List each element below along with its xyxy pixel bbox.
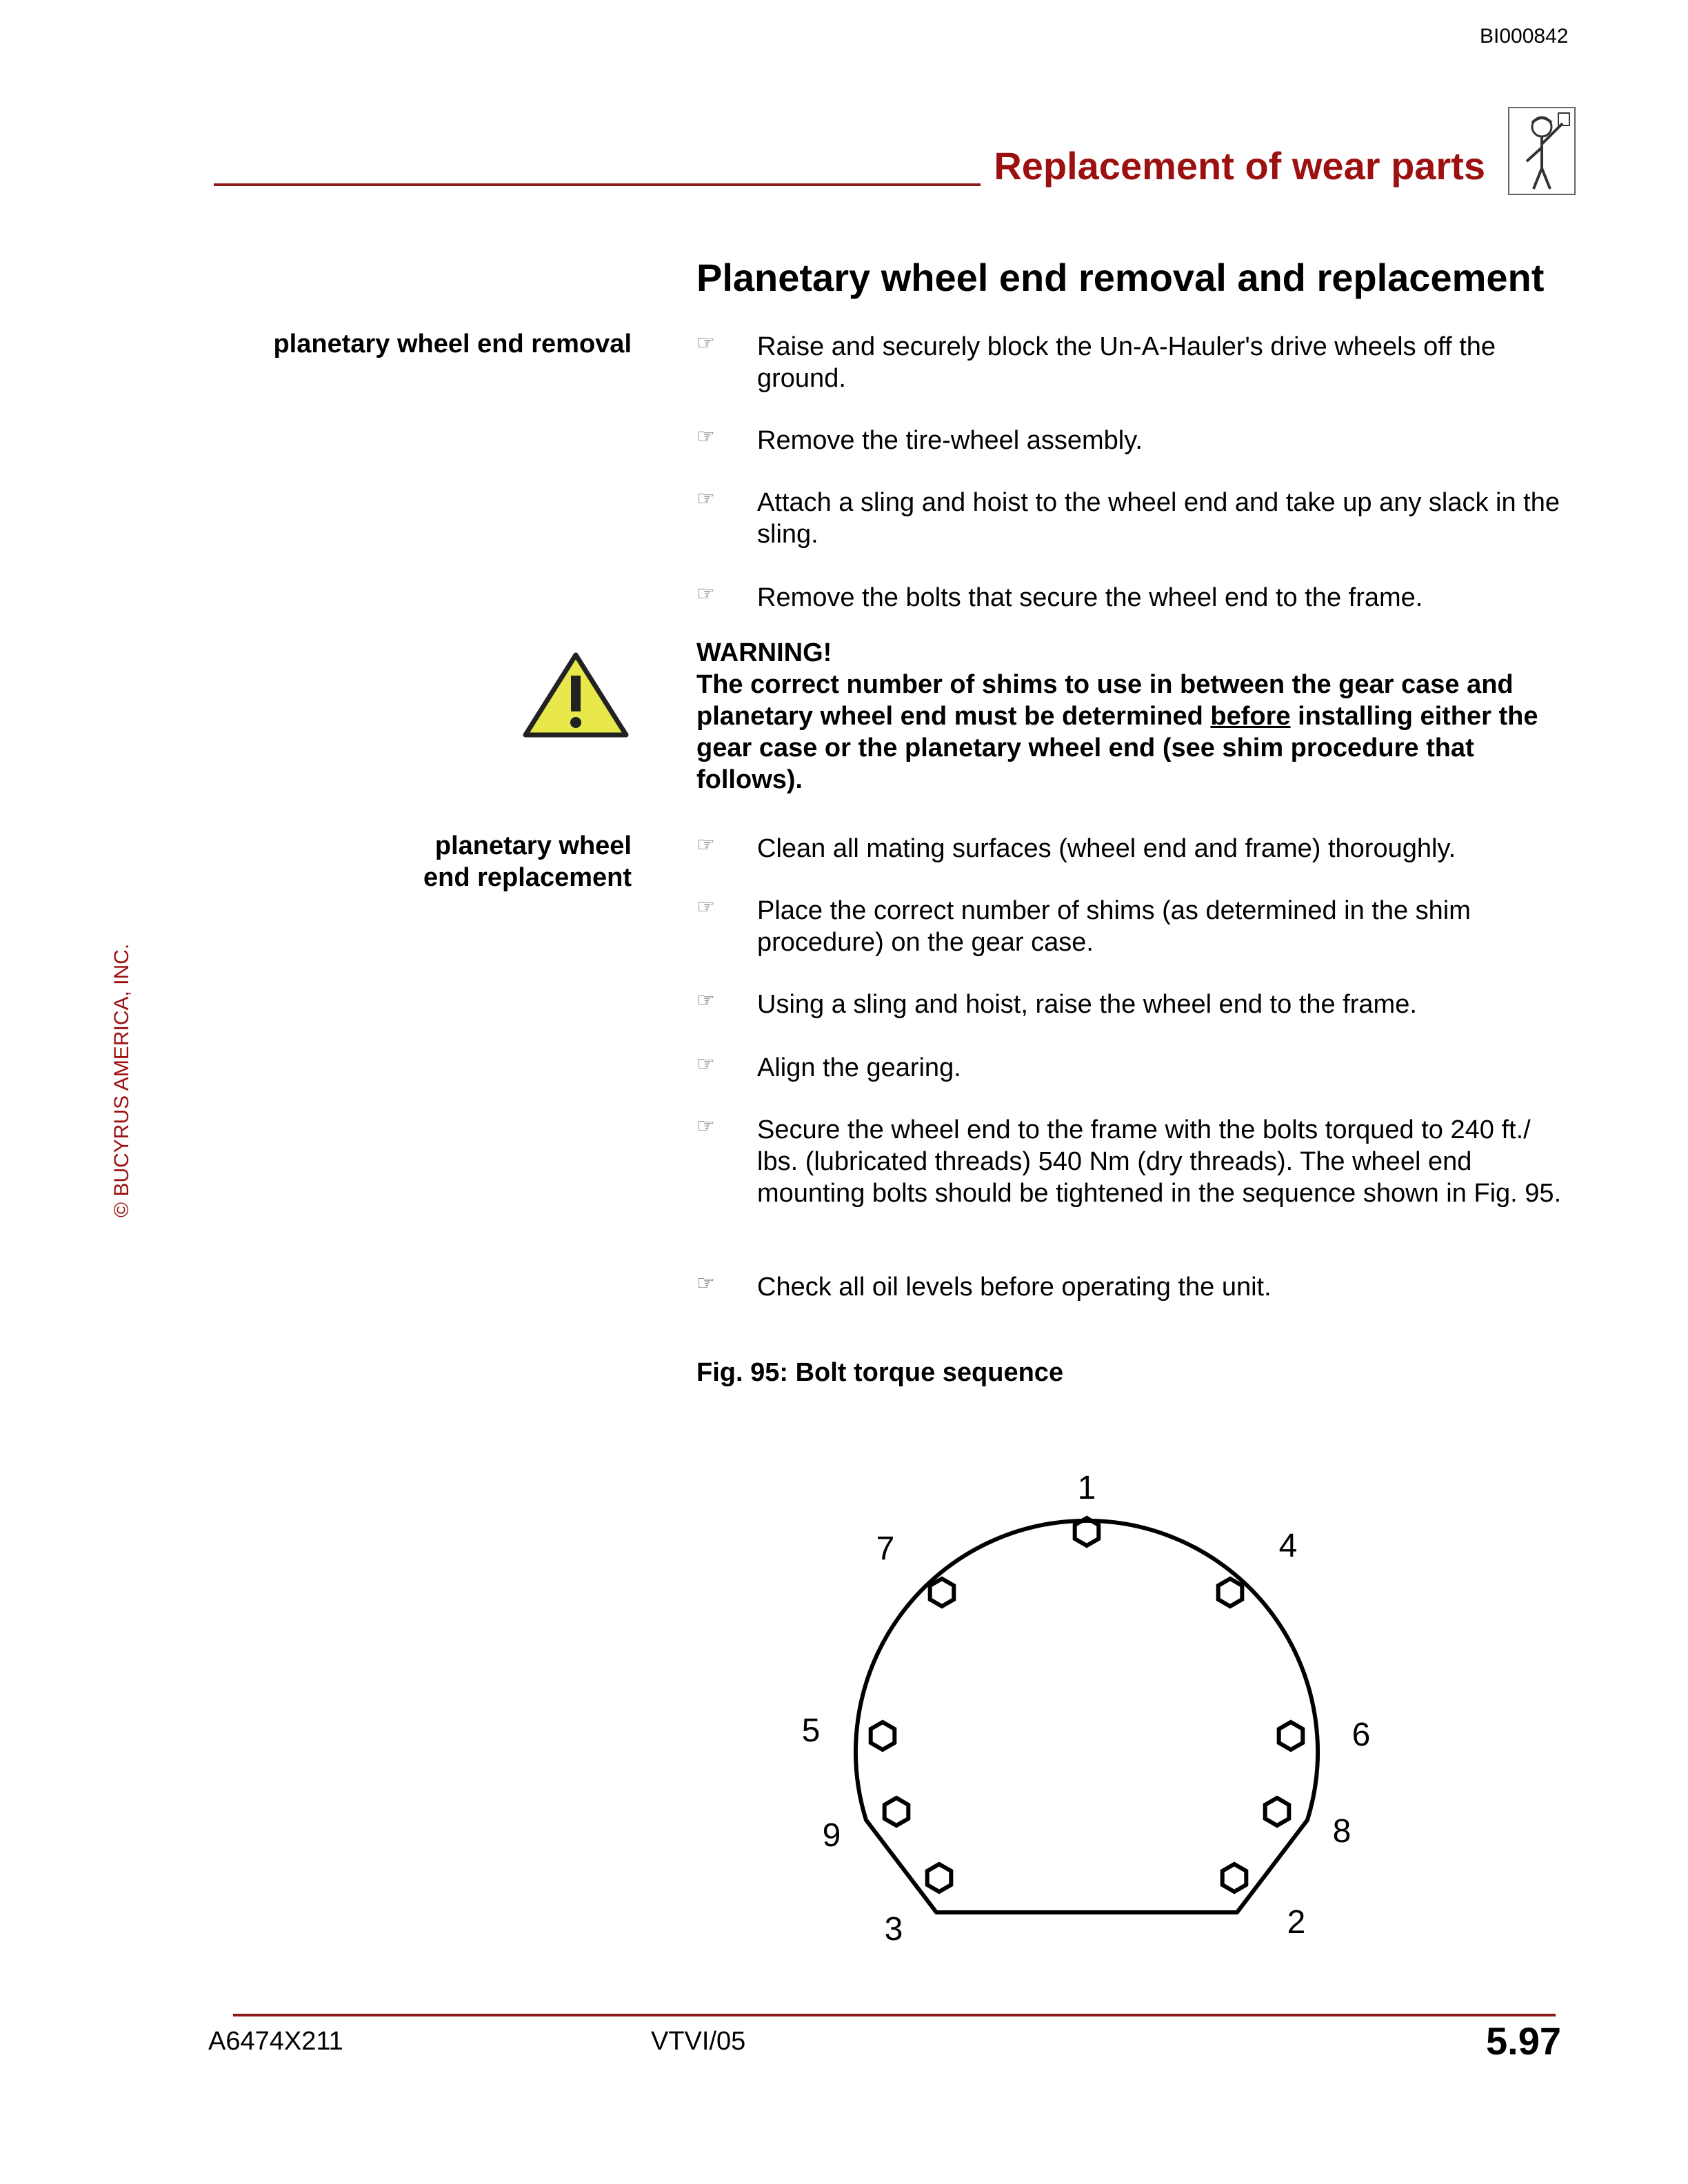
pointing-hand-icon: ☞ [696, 896, 715, 918]
removal-side-label: planetary wheel end removal [273, 330, 632, 358]
warning-block [696, 637, 1572, 796]
footer-rule [233, 2014, 1556, 2016]
warning-heading: WARNING! [696, 638, 832, 667]
section-title: Planetary wheel end removal and replacement [696, 256, 1545, 299]
mechanic-icon [1507, 106, 1576, 196]
bolt-hex [930, 1579, 954, 1606]
bolt-sequence-label: 4 [1278, 1528, 1298, 1564]
bolt-hex [1279, 1722, 1303, 1750]
warning-triangle-icon [521, 651, 630, 739]
pointing-hand-icon: ☞ [696, 487, 715, 510]
bolt-sequence-label: 3 [884, 1911, 903, 1948]
pointing-hand-icon: ☞ [696, 833, 715, 856]
pointing-hand-icon: ☞ [696, 1272, 715, 1295]
bolt-hex [885, 1798, 909, 1826]
revision: VTVI/05 [651, 2027, 746, 2056]
warning-text: The correct number of shims to use in between the gear case and planetary wheel end must be determined before installing either the gear case or the planetary wheel end (see shim procedure that follows). [696, 670, 1538, 794]
bolt-hex [871, 1722, 895, 1750]
page-number: 5.97 [1486, 2019, 1561, 2063]
pointing-hand-icon: ☞ [696, 425, 715, 448]
bolt-sequence-label: 9 [822, 1817, 841, 1854]
pointing-hand-icon: ☞ [696, 583, 715, 605]
bolt-sequence-label: 5 [801, 1712, 821, 1749]
document-number: A6474X211 [208, 2027, 343, 2056]
pointing-hand-icon: ☞ [696, 989, 715, 1012]
bolt-sequence-label: 2 [1287, 1904, 1306, 1941]
bolt-hex [1265, 1798, 1289, 1826]
bolt-sequence-label: 7 [876, 1530, 895, 1567]
copyright-notice: © BUCYRUS AMERICA, INC. [110, 943, 133, 1217]
pointing-hand-icon: ☞ [696, 332, 715, 354]
bolt-hex [1218, 1579, 1243, 1606]
bolt-sequence-label: 8 [1332, 1813, 1352, 1850]
replacement-side-label: planetary wheel end replacement [423, 831, 632, 892]
bolt-sequence-label: 6 [1352, 1717, 1371, 1753]
figure-caption: Fig. 95: Bolt torque sequence [696, 1358, 1064, 1387]
bolt-hex [927, 1864, 952, 1892]
warning-emphasis: before [1210, 702, 1291, 731]
bolt-hex [1223, 1864, 1247, 1892]
header-rule [214, 183, 981, 186]
bolt-sequence-label: 1 [1077, 1470, 1096, 1506]
wheel-end-outline [856, 1521, 1318, 1912]
pointing-hand-icon: ☞ [696, 1115, 715, 1138]
chapter-title: Replacement of wear parts [994, 144, 1485, 188]
pointing-hand-icon: ☞ [696, 1053, 715, 1075]
document-id: BI000842 [1480, 25, 1569, 48]
bolt-torque-diagram [779, 1455, 1400, 1951]
